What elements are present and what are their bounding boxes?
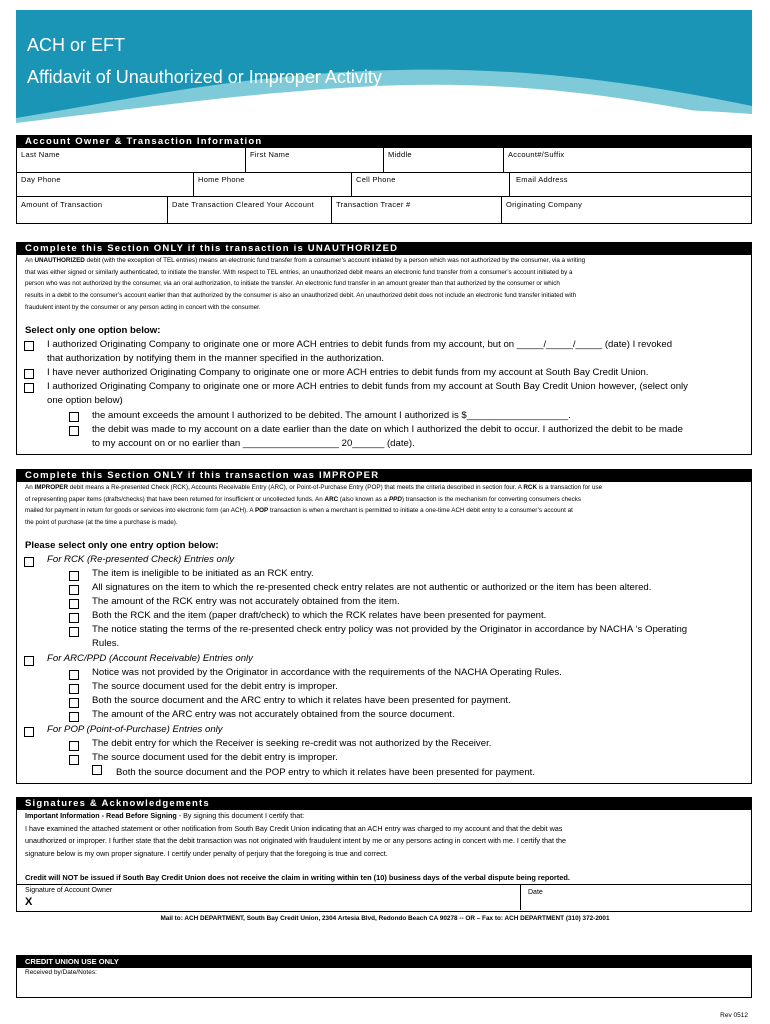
sub-earlier-date-text-cont: to my account on or no earlier than __________________ 20______ (date). bbox=[92, 438, 415, 449]
pop-item: The debit entry for which the Receiver is seeking re-credit was not authorized by the Receiver. bbox=[92, 738, 492, 749]
amount-field[interactable]: Amount of Transaction bbox=[21, 200, 103, 209]
option-revoked-text-cont: that authorization by notifying them in the manner specified in the authorization. bbox=[47, 353, 385, 364]
arc-title: For ARC/PPD (Account Receivable) Entries only bbox=[47, 653, 253, 664]
arc-item: Notice was not provided by the Originator in accordance with the requirements of the NACHA Operating Rules. bbox=[92, 667, 562, 678]
mailing-instructions: Mail to: ACH DEPARTMENT, South Bay Credit Union, 2304 Artesia Blvd, Redondo Beach CA 90278 -- OR – Fax to: ACH DEPARTMENT (310) 372-2001 bbox=[160, 915, 610, 922]
last-name-field[interactable]: Last Name bbox=[21, 150, 60, 159]
cell-phone-field[interactable]: Cell Phone bbox=[351, 172, 509, 196]
form-title: ACH or EFT bbox=[27, 35, 126, 55]
signature-label: Signature of Account Owner bbox=[25, 887, 113, 894]
home-phone-field[interactable]: Home Phone bbox=[193, 172, 351, 196]
signatures-section bbox=[16, 810, 752, 912]
day-phone-field[interactable]: Day Phone bbox=[21, 175, 61, 184]
signatures-section-heading: Signatures & Acknowledgements bbox=[16, 797, 752, 810]
option-authorized-however-text-cont: one option below) bbox=[47, 395, 123, 406]
credit-union-use-box bbox=[16, 968, 752, 998]
option-revoked-text: I authorized Originating Company to originate one or more ACH entries to debit funds from my account, but on _____/_____/_____ (date) I revoked bbox=[47, 339, 673, 350]
arc-checkbox[interactable] bbox=[24, 656, 34, 666]
unauthorized-section bbox=[16, 255, 752, 455]
date-cleared-field[interactable]: Date Transaction Cleared Your Account bbox=[167, 197, 331, 223]
account-suffix-field[interactable]: Account#/Suffix bbox=[503, 147, 751, 172]
pop-item-checkbox[interactable] bbox=[69, 741, 79, 751]
tracer-number-field[interactable]: Transaction Tracer # bbox=[331, 197, 501, 223]
rck-item-checkbox[interactable] bbox=[69, 585, 79, 595]
first-name-field[interactable]: First Name bbox=[245, 147, 383, 172]
rck-item: The notice stating the terms of the re-presented check entry policy was not provided by the Originator in accordance by NACHA ‘s Operating bbox=[92, 624, 688, 635]
rck-item: The amount of the RCK entry was not accurately obtained from the item. bbox=[92, 596, 400, 607]
pop-title: For POP (Point-of-Purchase) Entries only bbox=[47, 724, 223, 735]
credit-warning: Credit will NOT be issued if South Bay Credit Union does not receive the claim in writing within ten (10) business days of the verbal dispute being reported. bbox=[25, 873, 570, 882]
improper-select-label: Please select only one entry option below: bbox=[25, 540, 219, 551]
middle-name-field[interactable]: Middle bbox=[383, 147, 503, 172]
rck-item-checkbox[interactable] bbox=[69, 613, 79, 623]
arc-item-checkbox[interactable] bbox=[69, 670, 79, 680]
rck-item-checkbox[interactable] bbox=[69, 571, 79, 581]
rck-item-checkbox[interactable] bbox=[69, 627, 79, 637]
credit-union-use-heading: CREDIT UNION USE ONLY bbox=[16, 955, 752, 968]
certification-text: Important Information - Read Before Signing - By signing this document I certify that: I have examined the attached statement or other notification from South Bay Credit Union indicating that an ACH entry was charged to my account and that the debit was unauthorized or improper. I further state that the debit transaction was not originated with fraudulent intent by me or any persons acting in concert with me. I certify that the signature below is my own proper signature. I certify under penalty of perjury that the foregoing is true and correct. bbox=[25, 811, 566, 858]
sub-earlier-date-checkbox[interactable] bbox=[69, 426, 79, 436]
option-authorized-however-checkbox[interactable] bbox=[24, 383, 34, 393]
option-authorized-however-text: I authorized Originating Company to originate one or more ACH entries to debit funds from my account at South Bay Credit Union however, (select only bbox=[47, 381, 688, 392]
rck-checkbox[interactable] bbox=[24, 557, 34, 567]
pop-item-checkbox[interactable] bbox=[92, 765, 102, 775]
unauthorized-section-heading: Complete this Section ONLY if this transaction is UNAUTHORIZED bbox=[16, 242, 752, 255]
signature-row bbox=[17, 884, 751, 910]
signature-x: X bbox=[25, 896, 33, 908]
option-never-authorized-text: I have never authorized Originating Company to originate one or more ACH entries to debit funds from my account at South Bay Credit Union. bbox=[47, 367, 649, 378]
option-never-authorized-checkbox[interactable] bbox=[24, 369, 34, 379]
pop-checkbox[interactable] bbox=[24, 727, 34, 737]
arc-item-checkbox[interactable] bbox=[69, 712, 79, 722]
signature-divider bbox=[520, 885, 521, 910]
header-banner bbox=[16, 10, 752, 128]
improper-section bbox=[16, 482, 752, 784]
arc-item: Both the source document and the ARC entry to which it relates have been presented for payment. bbox=[92, 695, 511, 706]
pop-item: Both the source document and the POP entry to which it relates have been presented for payment. bbox=[116, 767, 536, 778]
rck-item: Both the RCK and the item (paper draft/check) to which the RCK relates have been presented for payment. bbox=[92, 610, 547, 621]
originating-company-field[interactable]: Originating Company bbox=[501, 197, 751, 223]
improper-section-heading: Complete this Section ONLY if this transaction was IMPROPER bbox=[16, 469, 752, 482]
rck-item-cont: Rules. bbox=[92, 638, 120, 649]
revision-number: Rev 0512 bbox=[720, 1012, 748, 1019]
email-field[interactable]: Email Address bbox=[509, 172, 751, 196]
received-notes-label: Received by/Date/Notes: bbox=[25, 969, 97, 976]
option-revoked-checkbox[interactable] bbox=[24, 341, 34, 351]
arc-item: The source document used for the debit entry is improper. bbox=[92, 681, 338, 692]
rck-item-checkbox[interactable] bbox=[69, 599, 79, 609]
sub-amount-exceeds-checkbox[interactable] bbox=[69, 412, 79, 422]
account-info-grid bbox=[16, 146, 752, 224]
rck-item: The item is ineligible to be initiated as an RCK entry. bbox=[92, 568, 314, 579]
sub-earlier-date-text: the debit was made to my account on a date earlier than the date on which I authorized the debit to occur. I authorized the debit to be made bbox=[92, 424, 683, 435]
arc-item-checkbox[interactable] bbox=[69, 698, 79, 708]
form-subtitle: Affidavit of Unauthorized or Improper Activity bbox=[27, 67, 382, 87]
pop-item-checkbox[interactable] bbox=[69, 755, 79, 765]
unauthorized-definition: An UNAUTHORIZED debit (with the exception of TEL entries) means an electronic fund transfer from a consumer’s account initiated by a person which was not authorized by the consumer, via a writing that was either signed or similarly authenticated, to initiate the transfer. With respect to TEL entries, an unauthorized debit means an electronic fund transfer from a consumer’s account initiated by a person who was not authorized by the consumer, via an oral authorization, to initiate the transfer. An electronic fund transfer in an amount greater than that authorized by the consumer or which results in a debit to the consumer’s account earlier than that authorized by the consumer is also an unauthorized debit. An unauthorized debit does not include an electronic fund transfer initiated with fraudulent intent by the consumer or any person acting in concert with the consumer. bbox=[25, 257, 586, 311]
arc-item-checkbox[interactable] bbox=[69, 684, 79, 694]
pop-item: The source document used for the debit entry is improper. bbox=[92, 752, 338, 763]
rck-item: All signatures on the item to which the re-presented check entry relates are not authentic or authorized or the item has been altered. bbox=[92, 582, 652, 593]
date-label: Date bbox=[528, 889, 543, 896]
sub-amount-exceeds-text: the amount exceeds the amount I authorized to be debited. The amount I authorized is $___________________. bbox=[92, 410, 571, 421]
improper-definition: An IMPROPER debit means a Re-presented Check (RCK), Accounts Receivable Entry (ARC), or Point-of-Purchase Entry (POP) that meets the criteria described in section four. A RCK is a transaction for use of representing paper items (drafts/checks) that have been returned for insufficient or uncollected funds. An ARC (also known as a PPD) transaction is the mechanism for converting consumers checks mailed for payment in return for goods or services into electronic form (an ACH). A POP transaction is when a merchant is permitted to initiate a one-time ACH debit entry to a consumer’s account at the point of purchase (at the time a purchase is made). bbox=[25, 484, 603, 527]
unauthorized-select-label: Select only one option below: bbox=[25, 325, 161, 336]
rck-title: For RCK (Re-presented Check) Entries only bbox=[47, 554, 235, 565]
account-section-heading: Account Owner & Transaction Information bbox=[16, 135, 752, 148]
arc-item: The amount of the ARC entry was not accurately obtained from the source document. bbox=[92, 709, 455, 720]
